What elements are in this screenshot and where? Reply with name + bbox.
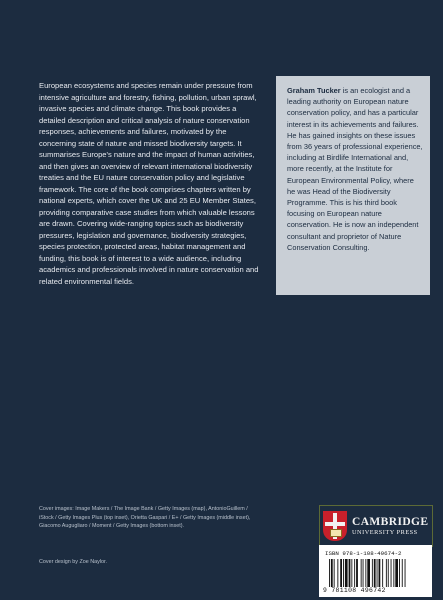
barcode-bars-icon bbox=[329, 559, 424, 587]
publisher-name-line1: CAMBRIDGE bbox=[352, 515, 429, 528]
image-credits: Cover images: Image Makers / The Image Bank / Getty Images (map), AntonioGuillem / iStock / Getty Images Plus (top inset), Orietta Gaspari / E+ / Getty Images (middle inset), Giacomo Augugliaro / Moment / Getty Images (bottom inset). bbox=[39, 506, 251, 530]
publisher-name-line2: UNIVERSITY PRESS bbox=[352, 528, 418, 536]
crest-icon bbox=[323, 511, 347, 541]
book-description: European ecosystems and species remain under pressure from intensive agriculture and forestry, fishing, pollution, urban sprawl, invasive species and climate change. This book provides a detailed description and critical analysis of nature conservation responses, achievements and failures, motivated by the concerning state of nature and missed biodiversity targets. It summarises Europe's nature and the impact of human activities, and then gives an overview of relevant international biodiversity treaties and the EU nature conservation policy and legislative framework. The core of the book comprises chapters written by national experts, which cover the UK and 25 EU Member States, providing comparative case studies from which valuable lessons are drawn. Covering wide-ranging topics such as biodiversity pressures, legislation and governance, biodiversity strategies, species protection, protected areas, habitat management and funding, this book is of interest to a wide audience, including academics and professionals involved in nature conservation and related environmental fields. bbox=[39, 81, 259, 286]
author-bio-box bbox=[276, 76, 430, 295]
author-name: Graham Tucker bbox=[287, 86, 341, 95]
publisher-logo bbox=[319, 505, 433, 547]
author-bio bbox=[287, 85, 423, 253]
barcode bbox=[319, 545, 432, 597]
isbn-label: ISBN 978-1-108-49674-2 bbox=[325, 550, 402, 557]
barcode-digits: 9 781108 496742 bbox=[323, 587, 386, 594]
cover-design-credit: Cover design by Zoe Naylor. bbox=[39, 559, 108, 565]
publisher-name bbox=[352, 516, 428, 537]
author-bio-text: is an ecologist and a leading authority on European nature conservation policy, and has a particular interest in its achievements and failures. He has gained insights on these issues from 36 years of professional experience, including at Birdlife International and, more recently, at the Institute for European Environmental Policy, where he was Head of the Biodiversity Programme. This is his third book focusing on European nature conservation. He is now an independent consultant and proprietor of Nature Conservation Consulting. bbox=[287, 86, 423, 252]
